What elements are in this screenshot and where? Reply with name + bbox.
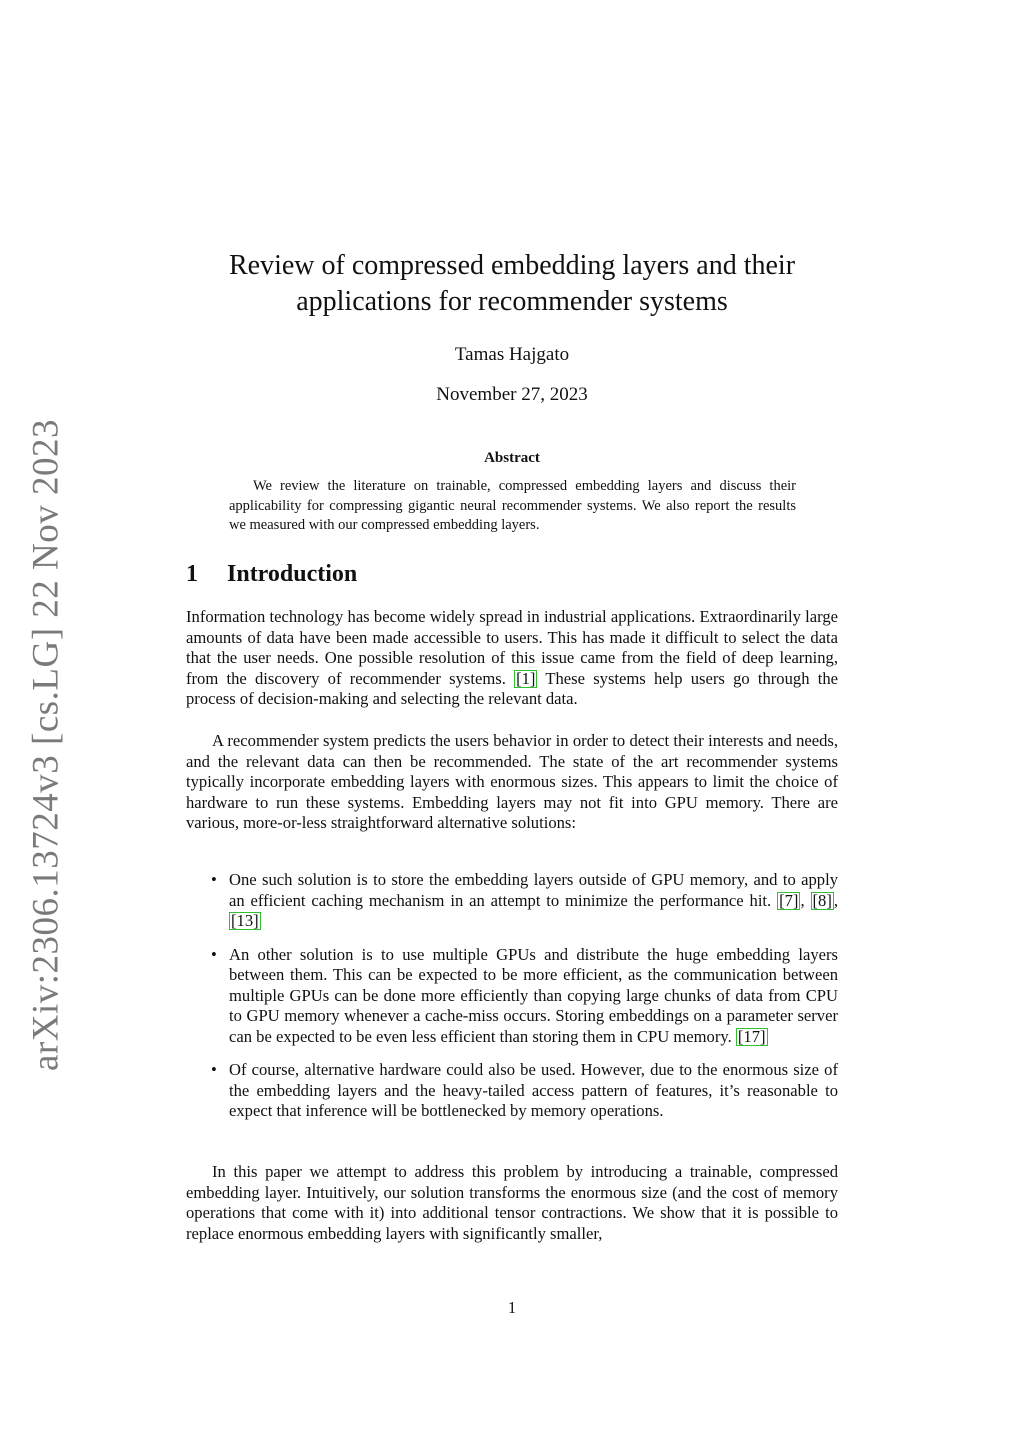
solutions-list <box>186 870 838 1135</box>
citation-separator: , <box>800 890 805 910</box>
publication-date: November 27, 2023 <box>436 384 588 405</box>
list-item <box>186 870 838 932</box>
paragraph-text: These systems help users go through the process of decision-making and selecting the relevant data. <box>186 668 838 708</box>
bullet-icon: • <box>211 870 217 889</box>
abstract-heading: Abstract <box>484 450 540 466</box>
page-number: 1 <box>507 1298 517 1317</box>
author-name: Tamas Hajgato <box>454 344 570 365</box>
section-title: Introduction <box>227 561 358 587</box>
arxiv-identifier: arXiv:2306.13724v3 [cs.LG] 22 Nov 2023 <box>25 418 67 1072</box>
paper-title: Review of compressed embedding layers and their applications for recommender systems <box>228 250 796 317</box>
section-number: 1 <box>186 561 198 587</box>
list-item <box>186 945 838 1048</box>
list-item-text: An other solution is to use multiple GPUs and distribute the huge embedding layers between them. This can be expected to be more efficient, as the communication between multiple GPUs can be done more efficiently than copying large chunks of data from CPU to GPU memory whenever a cache-miss occurs. Storing embeddings on a parameter server can be expected to be even less efficient than storing them in CPU memory. <box>229 944 838 1046</box>
citation-link[interactable]: [17] <box>737 1026 766 1046</box>
list-item-text: One such solution is to store the embedding layers outside of GPU memory, and to apply an efficient caching mechanism in an attempt to minimize the performance hit. <box>229 870 838 910</box>
citation-link[interactable]: [1] <box>516 668 536 688</box>
bullet-icon: • <box>211 1060 217 1079</box>
intro-paragraph-3: In this paper we attempt to address this problem by introducing a trainable, compressed embedding layer. Intuitively, our solution transforms the enormous size (and the cost of memory operations that come with it) into additional tensor contractions. We show that it is possible to replace enormous embedding layers with significantly smaller, <box>186 1162 838 1243</box>
list-item <box>186 1060 838 1122</box>
intro-paragraph-1 <box>186 607 838 710</box>
citation-link[interactable]: [8] <box>812 890 832 910</box>
citation-separator: , <box>833 890 839 910</box>
list-item-text: Of course, alternative hardware could also be used. However, due to the enormous size of the embedding layers and the heavy-tailed access pattern of features, it’s reasonable to expect that inference will be bottlenecked by memory operations. <box>229 1060 838 1120</box>
bullet-icon: • <box>211 944 217 964</box>
citation-link[interactable]: [7] <box>779 890 799 910</box>
intro-paragraph-2: A recommender system predicts the users behavior in order to detect their interests and needs, and the relevant data can then be recommended. The state of the art recommender systems typically incorporate embedding layers with enormous sizes. This appears to limit the choice of hardware to run these systems. Embedding layers may not fit into GPU memory. There are various, more-or-less straightforward alternative solutions: <box>186 731 838 832</box>
paragraph-text: Information technology has become widely spread in industrial applications. Extraordinarily large amounts of data have been made accessible to users. This has made it difficult to select the data that the user needs. One possible resolution of this issue came from the field of deep learning, from the discovery of recommender systems. <box>186 607 838 688</box>
citation-link[interactable]: [13] <box>231 911 259 930</box>
abstract-text: We review the literature on trainable, compressed embedding layers and discuss their applicability for compressing gigantic neural recommender systems. We also report the results we measured with our compressed embedding layers. <box>229 478 796 533</box>
section-heading <box>186 561 357 588</box>
